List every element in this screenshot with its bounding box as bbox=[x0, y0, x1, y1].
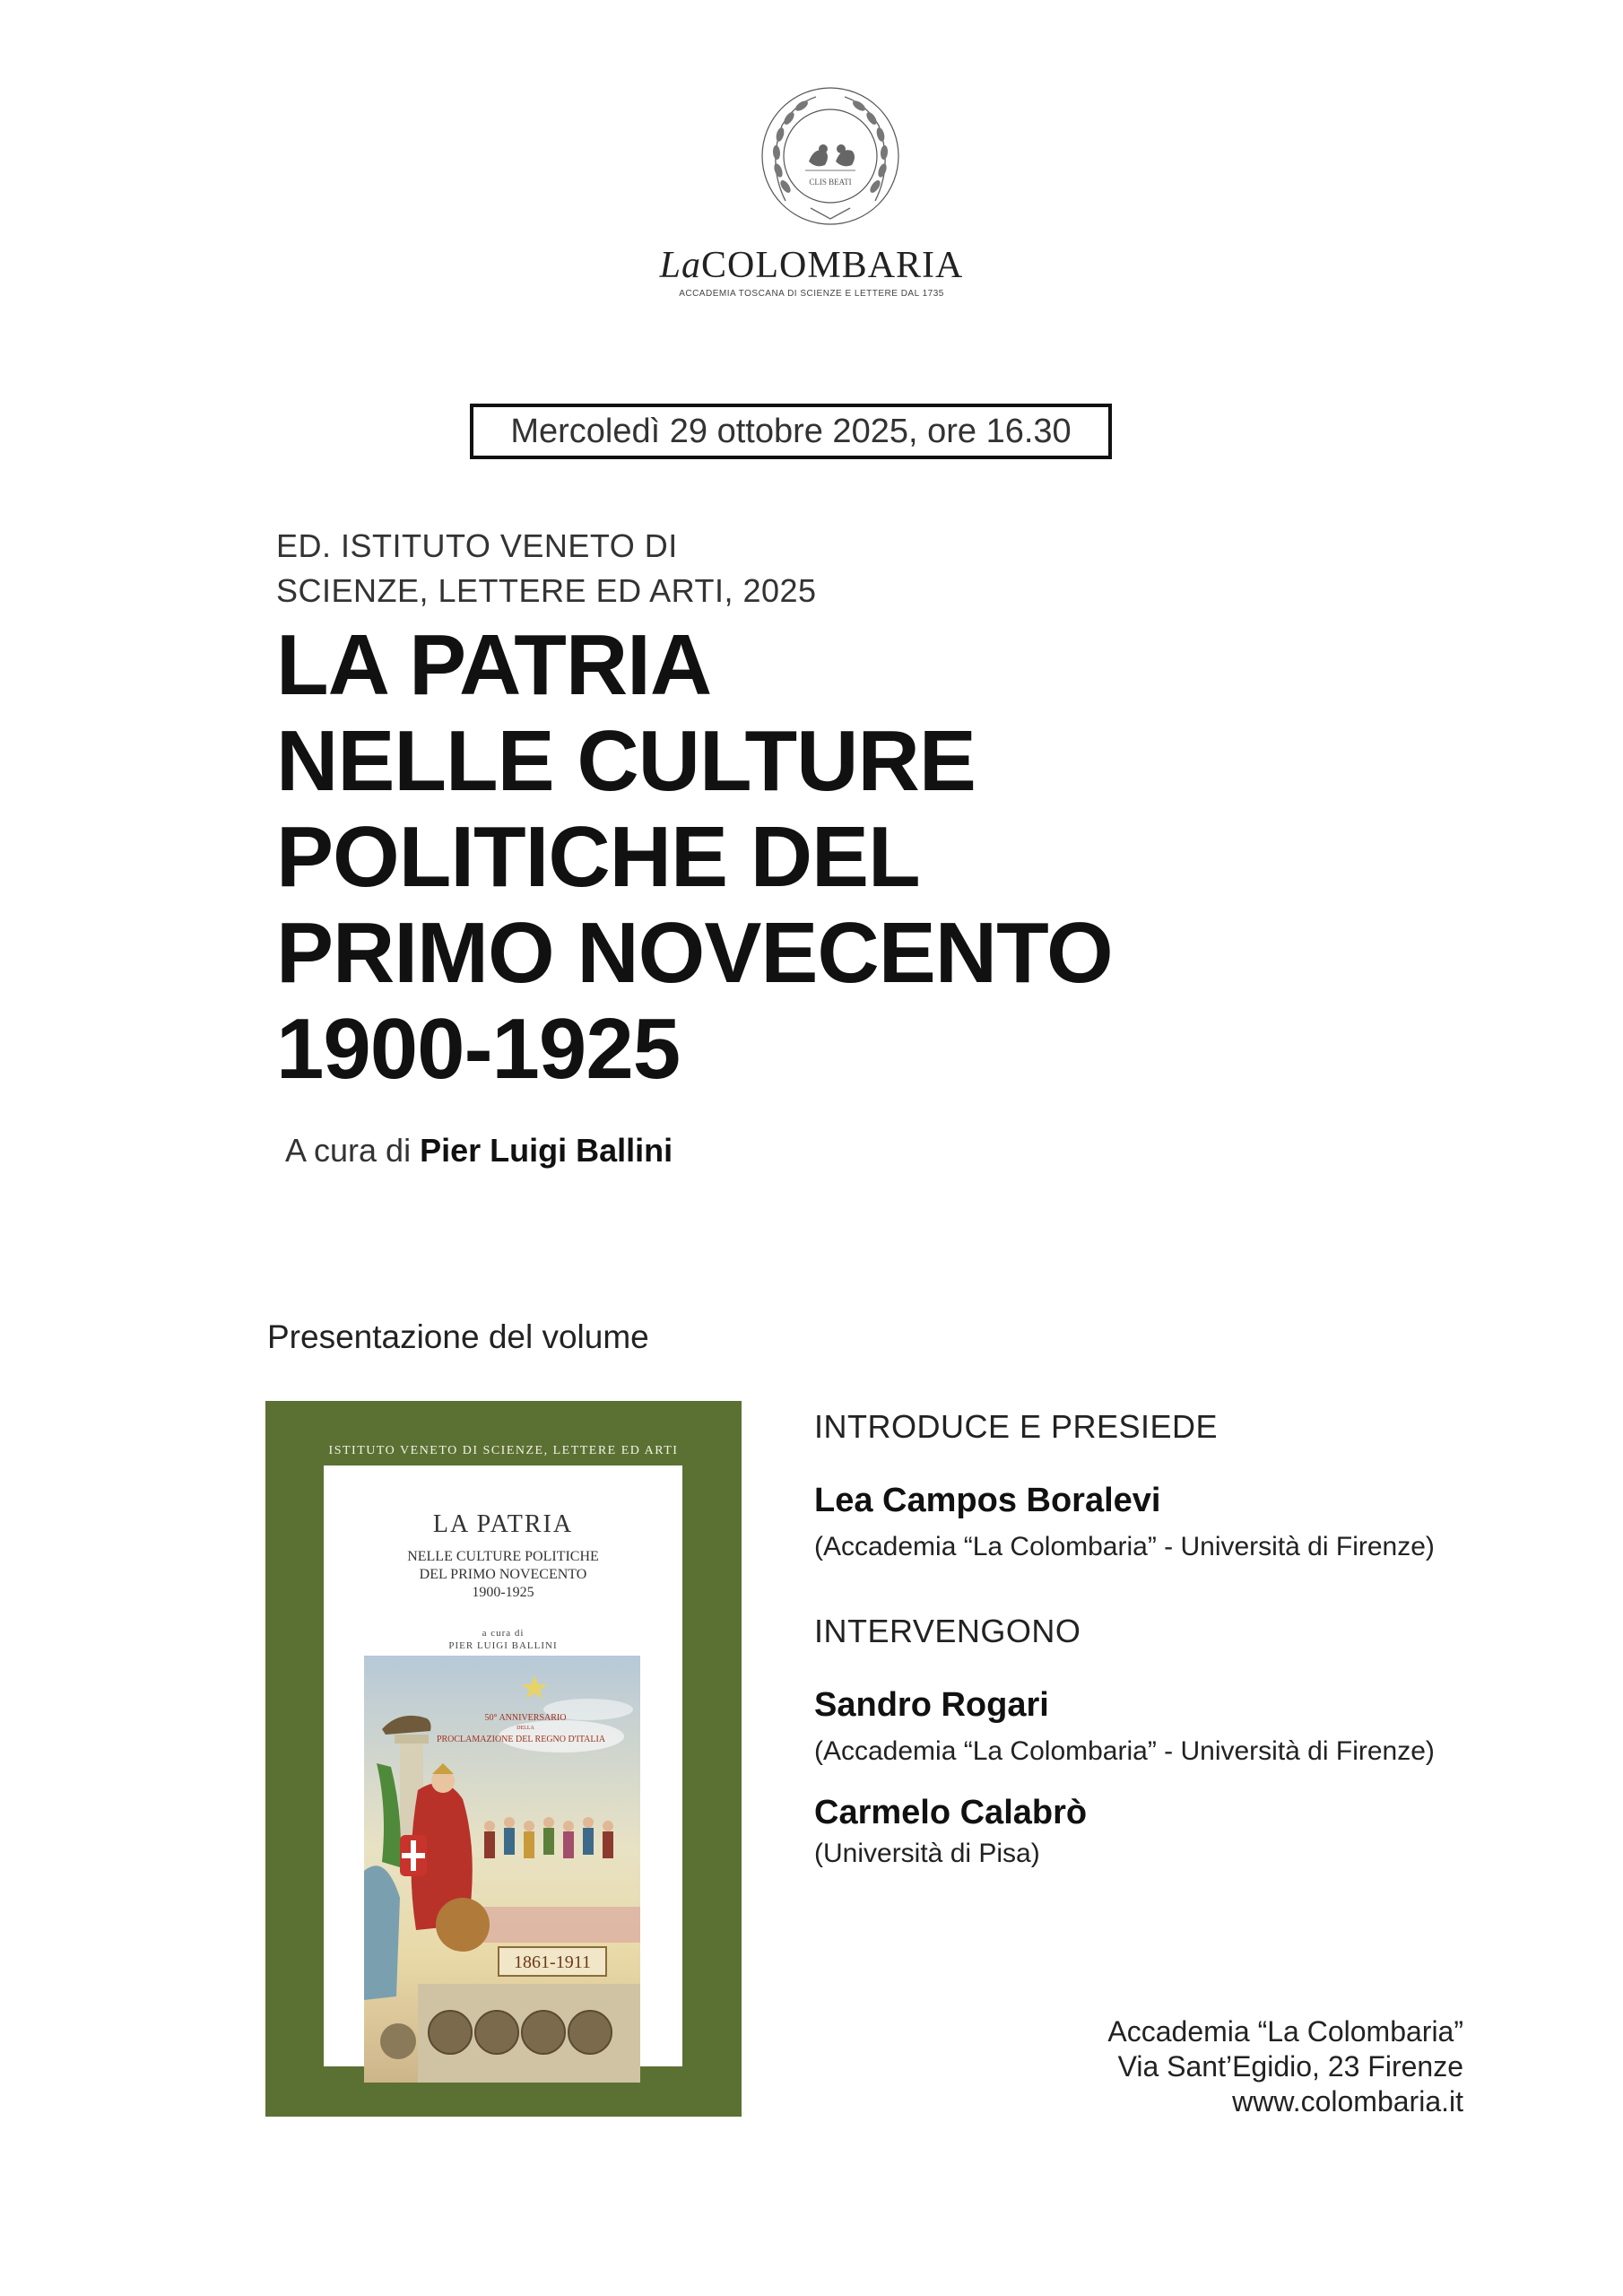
poster-della-text: DELLA bbox=[516, 1726, 534, 1731]
wordmark-la: La bbox=[659, 245, 701, 286]
publisher-line: SCIENZE, LETTERE ED ARTI, 2025 bbox=[276, 572, 817, 609]
cover-title: LA PATRIA bbox=[432, 1510, 574, 1538]
speakers-label: INTERVENGONO bbox=[814, 1613, 1081, 1649]
cover-curator bbox=[324, 1627, 682, 1652]
colombaria-wordmark bbox=[538, 244, 1085, 287]
book-title-line: LA PATRIA bbox=[276, 617, 712, 713]
book-title-line: NELLE CULTURE bbox=[276, 713, 976, 809]
venue-name: Accademia “La Colombaria” bbox=[1107, 2015, 1463, 2048]
cover-illustration bbox=[364, 1656, 640, 2083]
poster-years-text: 1861-1911 bbox=[514, 1952, 591, 1972]
cover-subtitle-line: NELLE CULTURE POLITICHE bbox=[407, 1549, 599, 1564]
editor-name: Pier Luigi Ballini bbox=[420, 1132, 673, 1169]
speaker-name: Sandro Rogari bbox=[814, 1686, 1049, 1724]
speaker-affiliation: (Accademia “La Colombaria” - Università di Firenze) bbox=[814, 1736, 1435, 1766]
event-date: Mercoledì 29 ottobre 2025, ore 16.30 bbox=[510, 412, 1072, 450]
cover-subtitle-line: 1900-1925 bbox=[472, 1585, 534, 1600]
book-title-line: 1900-1925 bbox=[276, 1001, 681, 1097]
seal-motto-text: CLIS BEATI bbox=[809, 178, 852, 187]
cover-subtitle-line: DEL PRIMO NOVECENTO bbox=[419, 1567, 587, 1582]
speaker-affiliation: (Accademia “La Colombaria” - Università di Firenze) bbox=[814, 1532, 1435, 1561]
intro-label: INTRODUCE E PRESIEDE bbox=[814, 1408, 1219, 1445]
book-title-line: POLITICHE DEL bbox=[276, 809, 920, 905]
book-cover-image bbox=[265, 1401, 742, 2117]
book-editor bbox=[285, 1132, 673, 1170]
book-title-line: PRIMO NOVECENTO bbox=[276, 905, 1113, 1001]
academy-subtitle: ACCADEMIA TOSCANA DI SCIENZE E LETTERE DAL 1735 bbox=[679, 289, 944, 299]
publisher-info bbox=[276, 524, 817, 613]
venue-website-link[interactable]: www.colombaria.it bbox=[1232, 2085, 1463, 2118]
poster-anniversary-text: 50° ANNIVERSARIO bbox=[484, 1713, 567, 1723]
event-date-box bbox=[470, 404, 1112, 459]
venue-info bbox=[986, 2014, 1463, 2119]
venue-address: Via Sant’Egidio, 23 Firenze bbox=[1117, 2050, 1463, 2083]
poster-proclamation-text: PROCLAMAZIONE DEL REGNO D'ITALIA bbox=[436, 1735, 606, 1744]
colombaria-seal-logo bbox=[759, 84, 902, 237]
speaker-name: Carmelo Calabrò bbox=[814, 1794, 1088, 1831]
speaker-name: Lea Campos Boralevi bbox=[814, 1482, 1161, 1519]
speaker-affiliation: (Università di Pisa) bbox=[814, 1839, 1040, 1868]
presentation-label: Presentazione del volume bbox=[267, 1318, 649, 1355]
cover-subtitle bbox=[324, 1548, 682, 1602]
cover-curator-line: PIER LUIGI BALLINI bbox=[448, 1640, 558, 1651]
cover-curator-line: a cura di bbox=[482, 1628, 525, 1639]
wordmark-main: COLOMBARIA bbox=[701, 245, 964, 286]
publisher-line: ED. ISTITUTO VENETO DI bbox=[276, 527, 678, 564]
editor-prefix: A cura di bbox=[285, 1132, 412, 1169]
book-title bbox=[276, 617, 1113, 1097]
cover-header: ISTITUTO VENETO DI SCIENZE, LETTERE ED ARTI bbox=[328, 1444, 679, 1457]
